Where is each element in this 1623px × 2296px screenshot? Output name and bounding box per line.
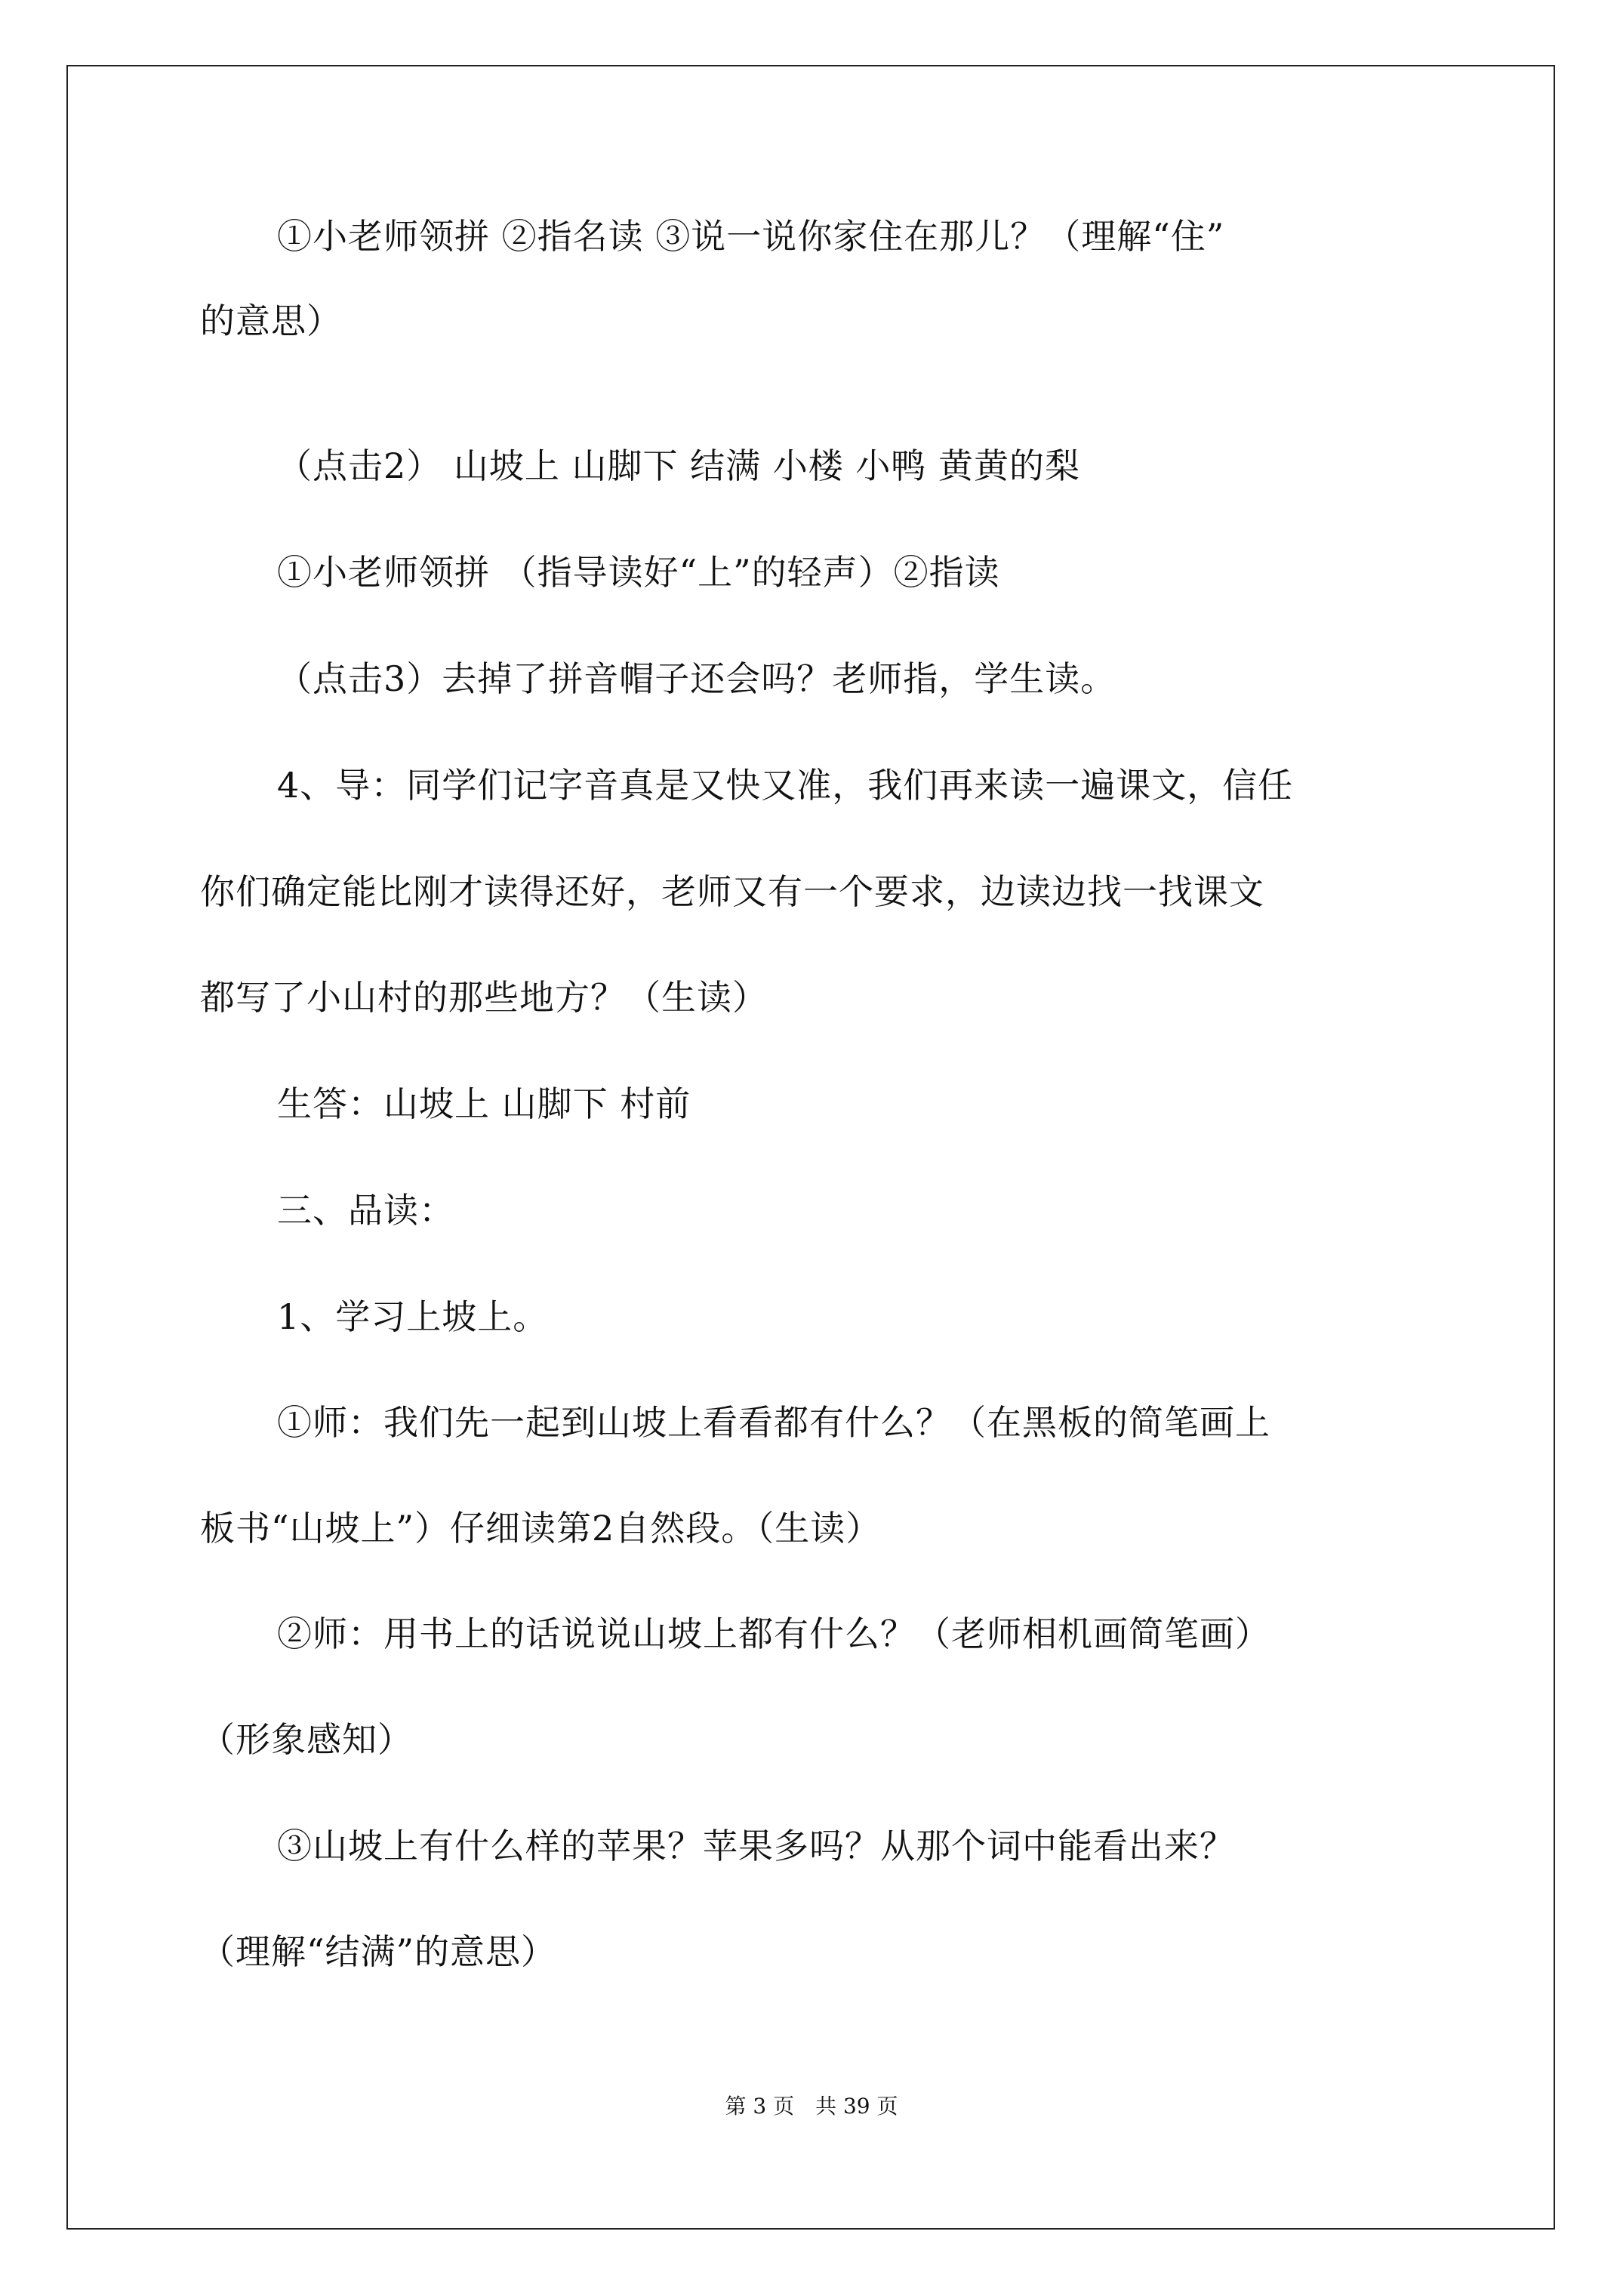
page-number: 第 3 页 共 39 页 [725,2094,898,2119]
section-heading: 三、品读： [277,1190,454,1231]
paragraph-line: 你们确定能比刚才读得还好，老师又有一个要求，边读边找一找课文 [200,871,1264,912]
paragraph-line: （点击2） 山坡上 山脚下 结满 小楼 小鸭 黄黄的梨 [277,445,1080,486]
subsection-heading: 1、学习上坡上。 [277,1296,549,1337]
paragraph-line: 板书“山坡上”）仔细读第2自然段。（生读） [200,1508,882,1549]
paragraph-line: 都写了小山村的那些地方？（生读） [200,977,768,1018]
paragraph-line: （点击3）去掉了拼音帽子还会吗？老师指，学生读。 [277,658,1116,699]
paragraph-line: 的意思） [200,300,342,341]
paragraph-line: ①师：我们先一起到山坡上看看都有什么？（在黑板的简笔画上 [277,1402,1270,1443]
paragraph-line: ①小老师领拼 （指导读好“上”的轻声）②指读 [277,552,1000,593]
paragraph-line: ①小老师领拼 ②指名读 ③说一说你家住在那儿？（理解“住” [277,216,1225,257]
paragraph-line: （理解“结满”的意思） [200,1931,557,1972]
paragraph-line: ③山坡上有什么样的苹果？苹果多吗？从那个词中能看出来？ [277,1826,1235,1866]
paragraph-line: （形象感知） [200,1719,413,1760]
page-border [66,65,1555,2230]
paragraph-line: 生答：山坡上 山脚下 村前 [277,1083,691,1124]
paragraph-line: ②师：用书上的话说说山坡上都有什么？（老师相机画简笔画） [277,1613,1270,1654]
paragraph-line: 4、导：同学们记字音真是又快又准，我们再来读一遍课文，信任 [277,765,1294,806]
